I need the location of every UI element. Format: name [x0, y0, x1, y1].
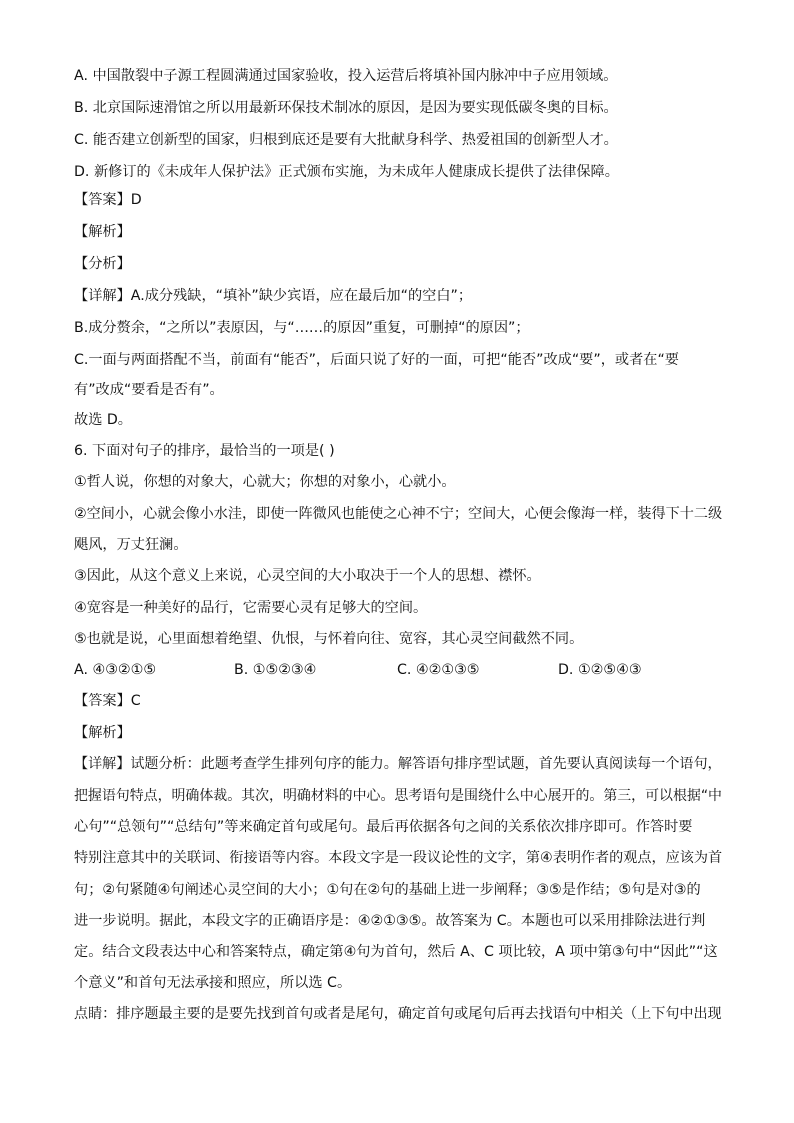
- q5-answer: 【答案】D: [74, 192, 142, 208]
- q6-detail-line-2: 把握语句特点，明确体裁。其次，明确材料的中心。思考语句是围绕什么中心展开的。第三，可以根据“中: [74, 788, 722, 804]
- q6-sentence-2: ②空间小，心就会像小水洼，即使一阵微风也能使之心神不宁；空间大，心便会像海一样，装得下十二级: [74, 506, 723, 522]
- q6-dianjing-line: 点睛：排序题最主要的是要先找到首句或者是尾句，确定首句或尾句后再去找语句中相关（上下句中出现: [74, 1006, 722, 1022]
- q6-detail-line-8: 个意义”和首句无法承接和照应，所以选 C。: [74, 975, 352, 991]
- q6-jiexi-heading: 【解析】: [74, 725, 131, 741]
- q6-sentence-4: ④宽容是一种美好的品行，它需要心灵有足够大的空间。: [74, 600, 428, 616]
- q5-jiexi-heading: 【解析】: [74, 224, 131, 240]
- q6-detail-line-6: 进一步说明。据此，本段文字的正确语序是：④②①③⑤。故答案为 C。本题也可以采用排除法进行判: [74, 913, 706, 929]
- q6-option-a: A. ④③②①⑤: [74, 662, 157, 678]
- q5-option-b: B. 北京国际速滑馆之所以用最新环保技术制冰的原因，是因为要实现低碳冬奥的目标。: [74, 100, 618, 116]
- q5-detail-line-4: 有”改成“要看是否有”。: [74, 382, 224, 398]
- q6-sentence-5: ⑤也就是说，心里面想着绝望、仇恨，与怀着向往、宽容，其心灵空间截然不同。: [74, 631, 584, 647]
- q6-option-c: C. ④②①③⑤: [397, 662, 480, 678]
- q6-answer: 【答案】C: [74, 693, 141, 709]
- q5-option-d: D. 新修订的《未成年人保护法》正式颁布实施，为未成年人健康成长提供了法律保障。: [74, 164, 619, 180]
- q5-detail-line-3: C.一面与两面搭配不当，前面有“能否”，后面只说了好的一面，可把“能否”改成“要”，或者在“要: [74, 352, 679, 368]
- q6-option-b: B. ①⑤②③④: [234, 662, 317, 678]
- q5-option-a: A. 中国散裂中子源工程圆满通过国家验收，投入运营后将填补国内脉冲中子应用领域。: [74, 68, 618, 84]
- q6-sentence-3: ③因此，从这个意义上来说，心灵空间的大小取决于一个人的思想、襟怀。: [74, 568, 541, 584]
- q6-detail-line-4: 特别注意其中的关联词、衔接语等内容。本段文字是一段议论性的文字，第④表明作者的观点，应该为首: [74, 850, 723, 866]
- q6-sentence-2-cont: 飓风，万丈狂澜。: [74, 537, 188, 553]
- q5-conclusion: 故选 D。: [74, 412, 132, 428]
- q6-detail-line-7: 定。结合文段表达中心和答案特点，确定第④句为首句，然后 A、C 项比较，A 项中第③句中“因此”“这: [74, 944, 718, 960]
- q5-detail-line-2: B.成分赘余，“之所以”表原因，与“……的原因”重复，可删掉“的原因”；: [74, 320, 530, 336]
- q6-detail-line-5: 句；②句紧随④句阐述心灵空间的大小；①句在②句的基础上进一步阐释；③⑤是作结；⑤句是对③的: [74, 882, 701, 898]
- q6-option-d: D. ①②⑤④③: [558, 662, 642, 678]
- q6-sentence-1: ①哲人说，你想的对象大，心就大；你想的对象小，心就小。: [74, 474, 456, 490]
- q6-stem: 6. 下面对句子的排序，最恰当的一项是( ): [74, 443, 335, 459]
- q6-detail-line-3: 心句”“总领句”“总结句”等来确定首句或尾句。最后再依据各句之间的关系依次排序即可。作答时要: [74, 819, 693, 835]
- q5-option-c: C. 能否建立创新型的国家，归根到底还是要有大批献身科学、热爱祖国的创新型人才。: [74, 132, 618, 148]
- q6-detail-line-1: 【详解】试题分析：此题考查学生排列句序的能力。解答语句排序型试题，首先要认真阅读每一个语句，: [74, 756, 722, 772]
- q5-fenxi-heading: 【分析】: [74, 256, 131, 272]
- q5-detail-line-1: 【详解】A.成分残缺，“填补”缺少宾语，应在最后加“的空白”；: [74, 288, 473, 304]
